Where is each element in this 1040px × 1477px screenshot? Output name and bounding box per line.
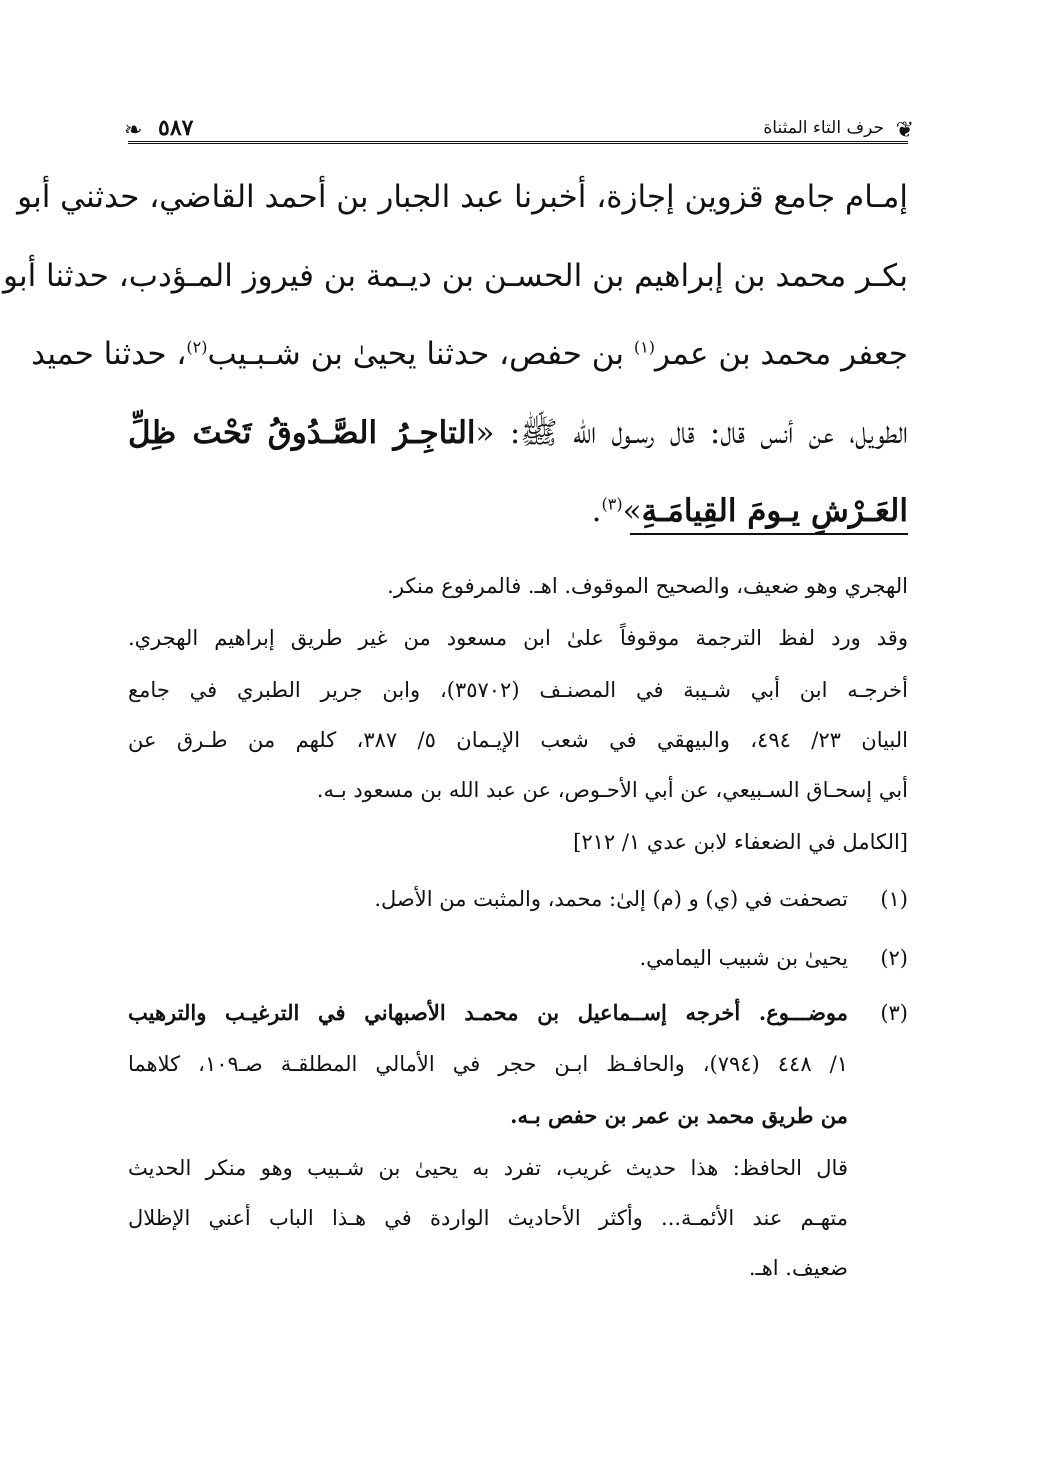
- main-text-segment: ، حدثنا حميد: [31, 336, 187, 372]
- footnote-text: قال الحافظ: هذا حديث غريب، تفرد به يحيىٰ بن شـبيب وهو منكر الحديث: [128, 1156, 848, 1180]
- grade-label: موضـــوع.: [758, 1000, 848, 1025]
- footnote-number: (٣): [880, 1001, 908, 1025]
- page-number: ٥٨٧: [158, 115, 194, 141]
- footnote-line: [الكامل في الضعفاء لابن عدي ١/ ٢١٢]: [573, 830, 908, 854]
- footnote-text: من طريق محمد بن عمر بن حفص بـه.: [510, 1103, 848, 1128]
- footnote-text: يحيىٰ بن شبيب اليمامي.: [639, 946, 848, 970]
- main-line: [31, 315, 908, 394]
- footnote-line: أخرجـه ابن أبي شـيبة في المصنـف (٣٥٧٠٢)، وابن جرير الطبري في جامع: [128, 678, 908, 702]
- main-text-segment: »: [622, 493, 642, 529]
- main-text-segment: جعفر محمد بن عمر: [654, 336, 908, 372]
- ornament-icon: ❧: [124, 118, 143, 143]
- main-text-segment: بن حفص، حدثنا يحيىٰ بن شـبـيب: [207, 336, 634, 372]
- footnote-text: [128, 995, 848, 1031]
- footnote-ref[interactable]: (٣): [601, 494, 623, 514]
- ornament-icon: ❦: [895, 118, 914, 143]
- footnote-text-segment: أخرجه إســماعيل بن محمـد الأصبهاني في الترغيـب والترهيب: [128, 1000, 759, 1025]
- main-text: [2, 158, 908, 551]
- footnote-line: أبي إسحـاق السـبيعي، عن أبي الأحـوص، عن عبد الله بن مسعود بـه.: [316, 778, 908, 802]
- footnote-line: البيان ٢٣/ ٤٩٤، والبيهقي في شعب الإيـمان ٥/ ٣٨٧، كلهم من طـرق عن: [128, 728, 908, 752]
- hadith-text: التاجِـرُ الصَّـدُوقُ تَحْتَ ظِلِّ: [128, 414, 476, 451]
- footnote-text: ضعيف. اهـ.: [748, 1256, 848, 1280]
- footnote-ref[interactable]: (٢): [186, 337, 208, 357]
- footnote-ref[interactable]: (١): [633, 337, 655, 357]
- main-text-segment: الطويل، عن أنس قال: قال رسـول الله ﷺ: «: [475, 414, 908, 451]
- footnote-text: متهـم عند الأئمـة... وأكثر الأحاديث الواردة في هـذا الباب أعني الإظلال: [128, 1206, 848, 1230]
- main-line: [128, 394, 908, 473]
- footnote-text: ١/ ٤٤٨ (٧٩٤)، والحافـظ ابـن حجر في الأمالي المطلقـة صـ١٠٩، كلاهما: [128, 1052, 848, 1076]
- footnote-number: (١): [880, 887, 908, 911]
- chapter-title: حرف التاء المثناة: [763, 118, 884, 138]
- main-text-segment: .: [591, 493, 602, 529]
- main-line: بكـر محمد بن إبراهيم بن الحسـن بن ديـمة بن فيروز المـؤدب، حدثنا أبو: [2, 257, 908, 294]
- header-rule: [128, 141, 908, 144]
- footnote-separator: [630, 533, 908, 535]
- footnote-line: وقد ورد لفظ الترجمة موقوفاً علىٰ ابن مسعود من غير طريق إبراهيم الهجري.: [128, 626, 908, 650]
- main-line: [128, 472, 908, 551]
- hadith-text: العَـرْشِ يـومَ القِيامَـةِ: [641, 493, 908, 529]
- footnote-text: تصحفت في (ي) و (م) إلىٰ: محمد، والمثبت من الأصل.: [374, 887, 848, 911]
- main-line: إمـام جامع قزوين إجازة، أخبرنا عبد الجبار بن أحمد القاضي، حدثني أبو: [17, 179, 908, 215]
- page-header: [124, 100, 914, 146]
- footnote-line: الهجري وهو ضعيف، والصحيح الموقوف. اهـ. فالمرفوع منكر.: [387, 574, 908, 598]
- footnote-number: (٢): [880, 946, 908, 970]
